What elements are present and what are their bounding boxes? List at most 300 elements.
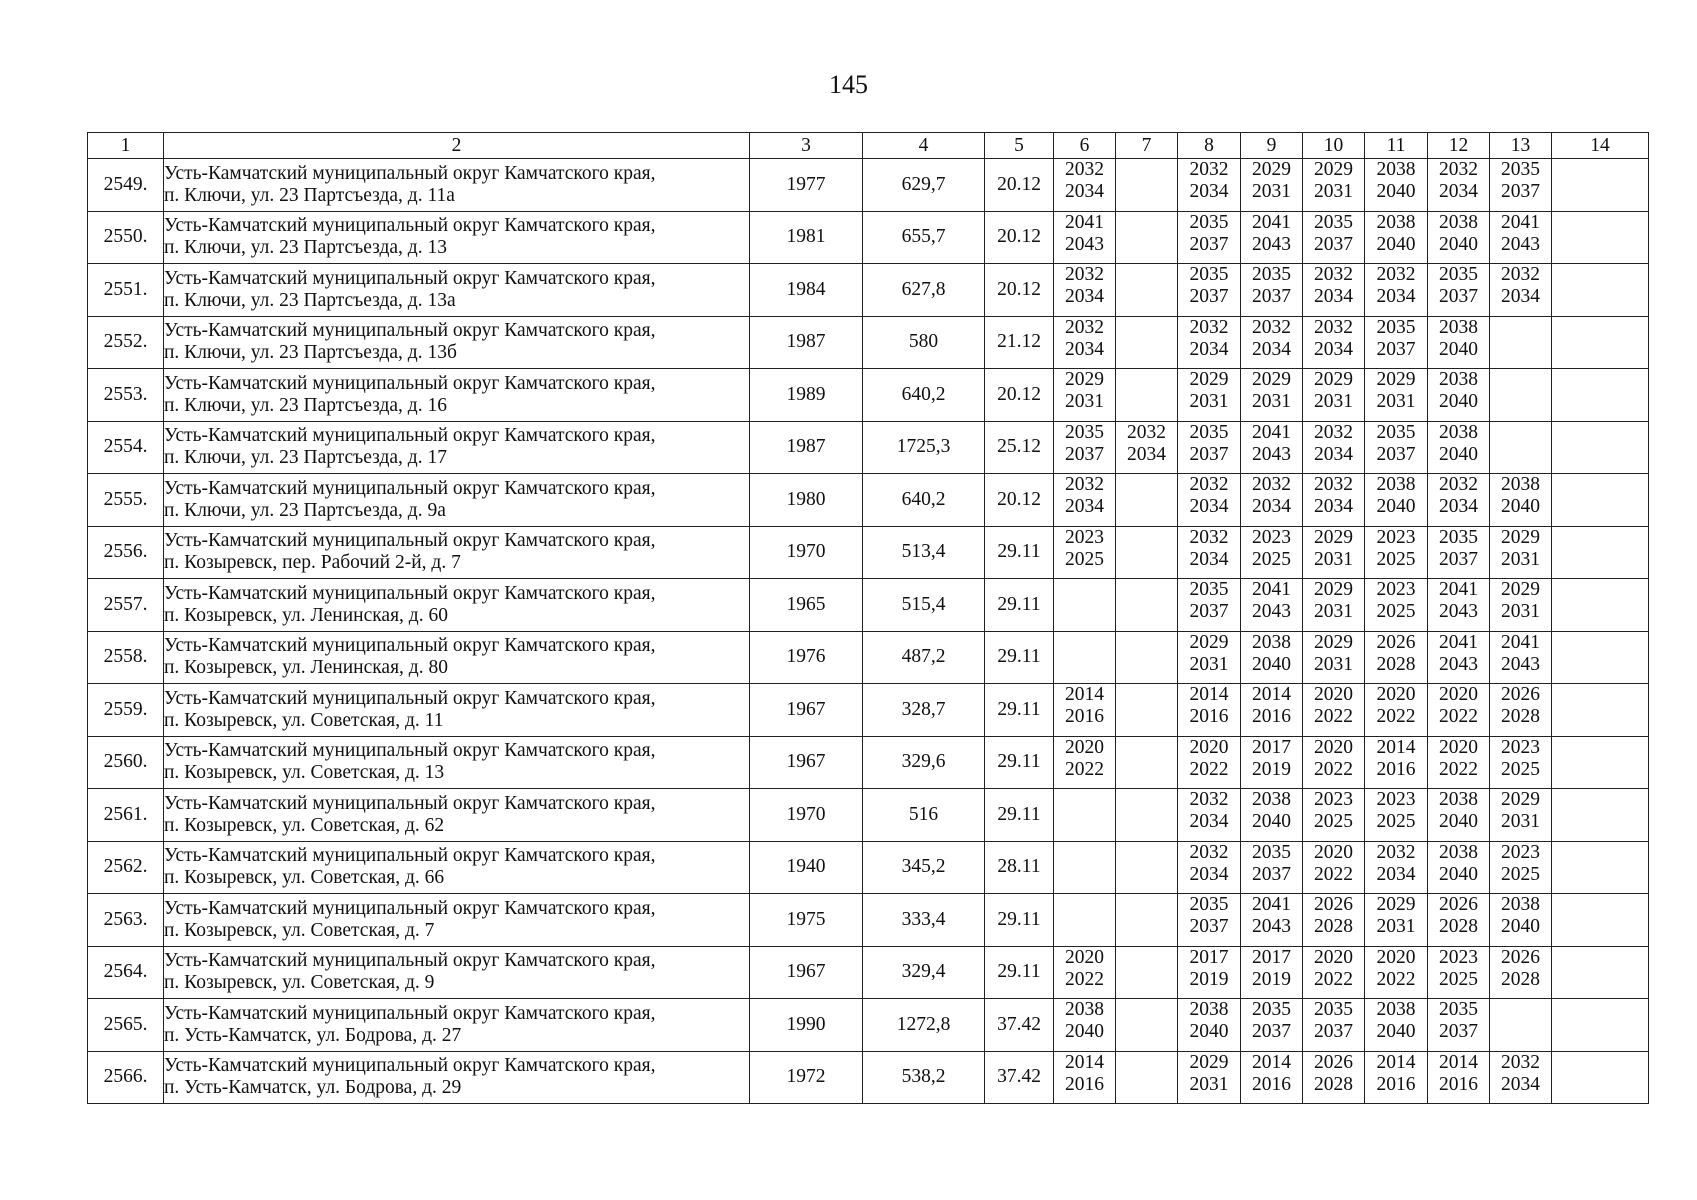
row-number: 2556. [88, 526, 164, 579]
period-cell-c7 [1116, 894, 1178, 947]
period-year: 2035 [1189, 211, 1229, 233]
address-line-1: Усть-Камчатский муниципальный округ Камчатского края, [164, 477, 656, 499]
period-year: 2035 [1314, 211, 1353, 233]
period-year: 2035 [1252, 264, 1291, 285]
table-row [88, 526, 1649, 579]
period-year: 2040 [1252, 653, 1291, 675]
period-year: 2031 [1189, 391, 1229, 412]
period-year: 2032 [1065, 159, 1104, 180]
address-line-1: Усть-Камчатский муниципальный округ Камчатского края, [164, 267, 656, 289]
period-cell-c7 [1116, 999, 1178, 1052]
code-cell: 37.42 [985, 999, 1054, 1052]
area-cell: 640,2 [863, 369, 985, 422]
period-cell-c10 [1303, 579, 1365, 632]
period-year: 2032 [1065, 264, 1104, 285]
code-cell: 29.11 [985, 631, 1054, 684]
period-year: 2040 [1376, 233, 1416, 255]
period-year: 2043 [1439, 601, 1478, 622]
period-cell-c7 [1116, 526, 1178, 579]
period-year: 2034 [1189, 548, 1229, 570]
period-cell-c10 [1303, 159, 1365, 212]
period-cell-c7 [1116, 421, 1178, 474]
period-year: 2034 [1376, 863, 1416, 885]
period-cell-c7 [1116, 579, 1178, 632]
period-year: 2040 [1376, 181, 1416, 202]
address-line-1: Усть-Камчатский муниципальный округ Камчатского края, [164, 215, 656, 237]
period-cell-c12 [1428, 579, 1490, 632]
period-year: 2037 [1252, 863, 1291, 885]
period-year: 2014 [1252, 684, 1291, 705]
period-year: 2040 [1439, 863, 1478, 885]
period-year: 2038 [1252, 789, 1291, 810]
period-cell-c13 [1490, 211, 1552, 264]
period-year: 2028 [1439, 916, 1478, 937]
period-cell-c10 [1303, 841, 1365, 894]
period-year: 2023 [1376, 526, 1416, 548]
address-line-2: п. Усть-Камчатск, ул. Бодрова, д. 29 [164, 1077, 462, 1099]
address-line-1: Усть-Камчатский муниципальный округ Камчатского края, [164, 582, 656, 604]
period-cell-c10 [1303, 631, 1365, 684]
code-cell: 20.12 [985, 369, 1054, 422]
period-year: 2020 [1065, 946, 1104, 968]
period-year: 2034 [1501, 286, 1540, 307]
row-number: 2557. [88, 579, 164, 632]
period-year: 2040 [1439, 811, 1478, 832]
row-number: 2551. [88, 264, 164, 317]
build-year-cell: 1987 [750, 316, 863, 369]
period-year: 2028 [1314, 916, 1353, 937]
period-cell-c10 [1303, 1051, 1365, 1104]
address-cell [164, 946, 750, 999]
period-cell-c14 [1552, 316, 1649, 369]
period-year: 2040 [1439, 338, 1478, 360]
period-year: 2014 [1252, 1051, 1291, 1073]
period-year: 2032 [1314, 474, 1353, 495]
period-year: 2034 [1314, 338, 1353, 360]
period-cell-c6 [1054, 474, 1116, 527]
period-cell-c8 [1178, 946, 1241, 999]
period-year: 2040 [1252, 811, 1291, 832]
period-year: 2028 [1501, 968, 1540, 990]
build-year-cell: 1972 [750, 1051, 863, 1104]
address-line-1: Усть-Камчатский муниципальный округ Камчатского края, [164, 1055, 656, 1077]
build-year-cell: 1980 [750, 474, 863, 527]
period-year: 2034 [1314, 443, 1353, 465]
period-year: 2031 [1376, 916, 1416, 937]
build-year-cell: 1990 [750, 999, 863, 1052]
period-year: 2037 [1439, 548, 1478, 570]
period-cell-c12 [1428, 421, 1490, 474]
address-cell [164, 264, 750, 317]
period-cell-c6 [1054, 999, 1116, 1052]
period-cell-c14 [1552, 211, 1649, 264]
period-year: 2035 [1065, 421, 1104, 443]
address-cell [164, 789, 750, 842]
period-year: 2031 [1501, 601, 1540, 622]
address-line-1: Усть-Камчатский муниципальный округ Камчатского края, [164, 425, 656, 447]
area-cell: 513,4 [863, 526, 985, 579]
period-cell-c6 [1054, 841, 1116, 894]
address-line-1: Усть-Камчатский муниципальный округ Камчатского края, [164, 320, 656, 342]
period-cell-c7 [1116, 684, 1178, 737]
build-year-cell: 1965 [750, 579, 863, 632]
period-year: 2035 [1314, 999, 1353, 1020]
period-year: 2029 [1252, 369, 1291, 390]
period-year: 2020 [1439, 736, 1478, 758]
period-cell-c11 [1365, 421, 1428, 474]
period-year: 2014 [1065, 684, 1104, 705]
period-cell-c13 [1490, 316, 1552, 369]
column-header: 7 [1116, 133, 1178, 159]
row-number: 2550. [88, 211, 164, 264]
period-year: 2031 [1501, 548, 1540, 570]
period-cell-c14 [1552, 264, 1649, 317]
row-number: 2563. [88, 894, 164, 947]
period-year: 2032 [1065, 316, 1104, 338]
row-number: 2549. [88, 159, 164, 212]
address-line-1: Усть-Камчатский муниципальный округ Камчатского края, [164, 530, 656, 552]
code-cell: 37.42 [985, 1051, 1054, 1104]
period-cell-c6 [1054, 894, 1116, 947]
period-year: 2029 [1252, 159, 1291, 180]
address-line-2: п. Козыревск, ул. Советская, д. 66 [164, 867, 445, 889]
period-year: 2040 [1189, 1021, 1229, 1042]
period-year: 2040 [1501, 496, 1540, 517]
period-year: 2022 [1314, 706, 1353, 727]
period-year: 2038 [1376, 211, 1416, 233]
period-year: 2032 [1252, 474, 1291, 495]
period-year: 2032 [1314, 264, 1353, 285]
period-year: 2031 [1314, 548, 1353, 570]
address-cell [164, 684, 750, 737]
table-row [88, 159, 1649, 212]
period-cell-c9 [1241, 579, 1303, 632]
period-cell-c10 [1303, 421, 1365, 474]
period-year: 2022 [1439, 706, 1478, 727]
register-table [87, 132, 1649, 1104]
period-year: 2029 [1314, 631, 1353, 653]
column-header: 5 [985, 133, 1054, 159]
area-cell: 515,4 [863, 579, 985, 632]
period-cell-c6 [1054, 579, 1116, 632]
period-cell-c11 [1365, 999, 1428, 1052]
period-cell-c6 [1054, 211, 1116, 264]
area-cell: 640,2 [863, 474, 985, 527]
period-cell-c14 [1552, 1051, 1649, 1104]
period-cell-c9 [1241, 684, 1303, 737]
period-year: 2038 [1439, 369, 1478, 390]
period-year: 2031 [1252, 181, 1291, 202]
row-number: 2555. [88, 474, 164, 527]
period-year: 2034 [1189, 338, 1229, 360]
period-cell-c6 [1054, 684, 1116, 737]
table-row [88, 999, 1649, 1052]
area-cell: 627,8 [863, 264, 985, 317]
period-year: 2022 [1439, 758, 1478, 780]
period-cell-c9 [1241, 736, 1303, 789]
period-cell-c13 [1490, 579, 1552, 632]
period-year: 2026 [1314, 1051, 1353, 1073]
column-header: 8 [1178, 133, 1241, 159]
period-year: 2037 [1252, 1021, 1291, 1042]
period-year: 2032 [1189, 474, 1229, 495]
table-row [88, 946, 1649, 999]
period-cell-c7 [1116, 789, 1178, 842]
period-cell-c12 [1428, 211, 1490, 264]
row-number: 2554. [88, 421, 164, 474]
column-header: 13 [1490, 133, 1552, 159]
period-cell-c6 [1054, 526, 1116, 579]
period-year: 2032 [1439, 159, 1478, 180]
period-year: 2035 [1376, 316, 1416, 338]
period-year: 2041 [1252, 211, 1291, 233]
address-line-1: Усть-Камчатский муниципальный округ Камчатского края, [164, 1002, 656, 1024]
row-number: 2553. [88, 369, 164, 422]
address-line-2: п. Козыревск, ул. Советская, д. 13 [164, 762, 445, 784]
period-cell-c11 [1365, 736, 1428, 789]
period-cell-c13 [1490, 789, 1552, 842]
column-header: 1 [88, 133, 164, 159]
period-year: 2014 [1439, 1051, 1478, 1073]
period-year: 2031 [1314, 391, 1353, 412]
period-year: 2017 [1189, 946, 1229, 968]
period-cell-c9 [1241, 159, 1303, 212]
period-year: 2032 [1189, 159, 1229, 180]
period-year: 2028 [1376, 653, 1416, 675]
period-year: 2023 [1501, 841, 1540, 863]
code-cell: 20.12 [985, 159, 1054, 212]
period-cell-c9 [1241, 369, 1303, 422]
period-cell-c7 [1116, 264, 1178, 317]
period-year: 2031 [1314, 653, 1353, 675]
period-year: 2031 [1376, 391, 1416, 412]
build-year-cell: 1976 [750, 631, 863, 684]
period-year: 2034 [1501, 1073, 1540, 1095]
period-year: 2043 [1252, 443, 1291, 465]
period-year: 2038 [1439, 841, 1478, 863]
address-line-2: п. Козыревск, ул. Ленинская, д. 60 [164, 604, 448, 626]
period-cell-c14 [1552, 474, 1649, 527]
address-line-2: п. Ключи, ул. 23 Партсъезда, д. 13б [164, 342, 457, 364]
period-year: 2037 [1065, 443, 1104, 465]
period-year: 2017 [1252, 946, 1291, 968]
period-year: 2032 [1252, 316, 1291, 338]
period-year: 2029 [1314, 579, 1353, 600]
period-year: 2025 [1376, 601, 1416, 622]
period-cell-c9 [1241, 474, 1303, 527]
period-year: 2038 [1439, 421, 1478, 443]
code-cell: 29.11 [985, 526, 1054, 579]
address-line-1: Усть-Камчатский муниципальный округ Камчатского края, [164, 635, 656, 657]
period-year: 2043 [1252, 233, 1291, 255]
period-year: 2022 [1376, 968, 1416, 990]
period-cell-c8 [1178, 316, 1241, 369]
table-row [88, 789, 1649, 842]
period-year: 2022 [1065, 758, 1104, 780]
address-line-2: п. Козыревск, ул. Советская, д. 7 [164, 919, 435, 941]
period-cell-c6 [1054, 421, 1116, 474]
period-cell-c14 [1552, 894, 1649, 947]
period-year: 2038 [1189, 999, 1229, 1020]
period-year: 2032 [1189, 316, 1229, 338]
build-year-cell: 1981 [750, 211, 863, 264]
address-line-1: Усть-Камчатский муниципальный округ Камчатского края, [164, 740, 656, 762]
period-year: 2035 [1439, 999, 1478, 1020]
build-year-cell: 1967 [750, 684, 863, 737]
period-year: 2016 [1189, 706, 1229, 727]
period-year: 2031 [1189, 653, 1229, 675]
period-year: 2034 [1376, 286, 1416, 307]
period-year: 2020 [1314, 684, 1353, 705]
period-cell-c8 [1178, 631, 1241, 684]
period-cell-c8 [1178, 736, 1241, 789]
period-year: 2029 [1501, 789, 1540, 810]
period-year: 2020 [1376, 946, 1416, 968]
period-year: 2020 [1189, 736, 1229, 758]
period-year: 2035 [1439, 526, 1478, 548]
period-year: 2038 [1439, 211, 1478, 233]
period-year: 2035 [1189, 894, 1229, 915]
code-cell: 25.12 [985, 421, 1054, 474]
period-cell-c13 [1490, 894, 1552, 947]
period-year: 2025 [1314, 811, 1353, 832]
period-year: 2032 [1501, 1051, 1540, 1073]
column-header: 9 [1241, 133, 1303, 159]
build-year-cell: 1984 [750, 264, 863, 317]
column-header: 11 [1365, 133, 1428, 159]
period-cell-c11 [1365, 474, 1428, 527]
row-number: 2565. [88, 999, 164, 1052]
address-cell [164, 211, 750, 264]
period-cell-c7 [1116, 841, 1178, 894]
area-cell: 1272,8 [863, 999, 985, 1052]
period-year: 2022 [1314, 968, 1353, 990]
area-cell: 629,7 [863, 159, 985, 212]
address-line-1: Усть-Камчатский муниципальный округ Камчатского края, [164, 845, 656, 867]
code-cell: 29.11 [985, 736, 1054, 789]
period-year: 2014 [1065, 1051, 1104, 1073]
code-cell: 20.12 [985, 264, 1054, 317]
period-year: 2041 [1252, 894, 1291, 915]
period-year: 2022 [1314, 758, 1353, 780]
period-cell-c12 [1428, 631, 1490, 684]
period-year: 2026 [1314, 894, 1353, 915]
period-cell-c9 [1241, 316, 1303, 369]
period-cell-c11 [1365, 1051, 1428, 1104]
address-cell [164, 631, 750, 684]
address-line-2: п. Ключи, ул. 23 Партсъезда, д. 9а [164, 499, 446, 521]
period-cell-c8 [1178, 999, 1241, 1052]
address-cell [164, 1051, 750, 1104]
period-cell-c7 [1116, 159, 1178, 212]
period-year: 2034 [1314, 496, 1353, 517]
period-year: 2029 [1189, 369, 1229, 390]
period-year: 2029 [1314, 526, 1353, 548]
period-year: 2014 [1376, 736, 1416, 758]
period-year: 2032 [1501, 264, 1540, 285]
period-cell-c14 [1552, 736, 1649, 789]
period-cell-c14 [1552, 999, 1649, 1052]
period-cell-c11 [1365, 264, 1428, 317]
period-year: 2032 [1314, 421, 1353, 443]
address-line-1: Усть-Камчатский муниципальный округ Камчатского края, [164, 897, 656, 919]
period-cell-c12 [1428, 946, 1490, 999]
period-year: 2022 [1065, 968, 1104, 990]
period-cell-c13 [1490, 999, 1552, 1052]
period-cell-c9 [1241, 999, 1303, 1052]
page-number: 145 [829, 70, 868, 99]
period-year: 2038 [1439, 789, 1478, 810]
table-row [88, 421, 1649, 474]
period-year: 2022 [1376, 706, 1416, 727]
period-cell-c8 [1178, 211, 1241, 264]
period-cell-c10 [1303, 946, 1365, 999]
address-line-2: п. Ключи, ул. 23 Партсъезда, д. 11а [164, 184, 455, 206]
period-year: 2032 [1189, 526, 1229, 548]
area-cell: 655,7 [863, 211, 985, 264]
period-year: 2034 [1189, 811, 1229, 832]
address-line-2: п. Козыревск, ул. Советская, д. 62 [164, 814, 445, 836]
table-row [88, 894, 1649, 947]
period-year: 2034 [1439, 181, 1478, 202]
period-year: 2022 [1189, 758, 1229, 780]
code-cell: 29.11 [985, 894, 1054, 947]
period-year: 2028 [1501, 706, 1540, 727]
build-year-cell: 1967 [750, 946, 863, 999]
period-cell-c14 [1552, 841, 1649, 894]
address-line-1: Усть-Камчатский муниципальный округ Камчатского края, [164, 687, 656, 709]
period-cell-c14 [1552, 789, 1649, 842]
address-cell [164, 736, 750, 789]
period-year: 2038 [1501, 474, 1540, 495]
period-cell-c12 [1428, 684, 1490, 737]
table-row [88, 369, 1649, 422]
period-year: 2032 [1376, 841, 1416, 863]
period-cell-c6 [1054, 631, 1116, 684]
period-year: 2019 [1252, 968, 1291, 990]
area-cell: 328,7 [863, 684, 985, 737]
period-cell-c10 [1303, 211, 1365, 264]
period-year: 2016 [1439, 1073, 1478, 1095]
code-cell: 29.11 [985, 684, 1054, 737]
period-year: 2031 [1314, 601, 1353, 622]
period-year: 2038 [1501, 894, 1540, 915]
period-cell-c13 [1490, 369, 1552, 422]
period-cell-c8 [1178, 369, 1241, 422]
address-cell [164, 999, 750, 1052]
period-year: 2032 [1439, 474, 1478, 495]
period-year: 2023 [1065, 526, 1104, 548]
address-line-1: Усть-Камчатский муниципальный округ Камчатского края, [164, 162, 656, 184]
period-year: 2029 [1501, 526, 1540, 548]
period-cell-c10 [1303, 264, 1365, 317]
period-cell-c8 [1178, 421, 1241, 474]
period-cell-c10 [1303, 736, 1365, 789]
period-year: 2023 [1501, 736, 1540, 758]
table-row [88, 211, 1649, 264]
area-cell: 580 [863, 316, 985, 369]
row-number: 2562. [88, 841, 164, 894]
period-year: 2043 [1252, 601, 1291, 622]
period-cell-c8 [1178, 684, 1241, 737]
build-year-cell: 1940 [750, 841, 863, 894]
period-year: 2041 [1252, 579, 1291, 600]
period-year: 2034 [1065, 338, 1104, 360]
period-year: 2037 [1439, 286, 1478, 307]
period-year: 2035 [1501, 159, 1540, 180]
code-cell: 20.12 [985, 211, 1054, 264]
period-cell-c9 [1241, 946, 1303, 999]
